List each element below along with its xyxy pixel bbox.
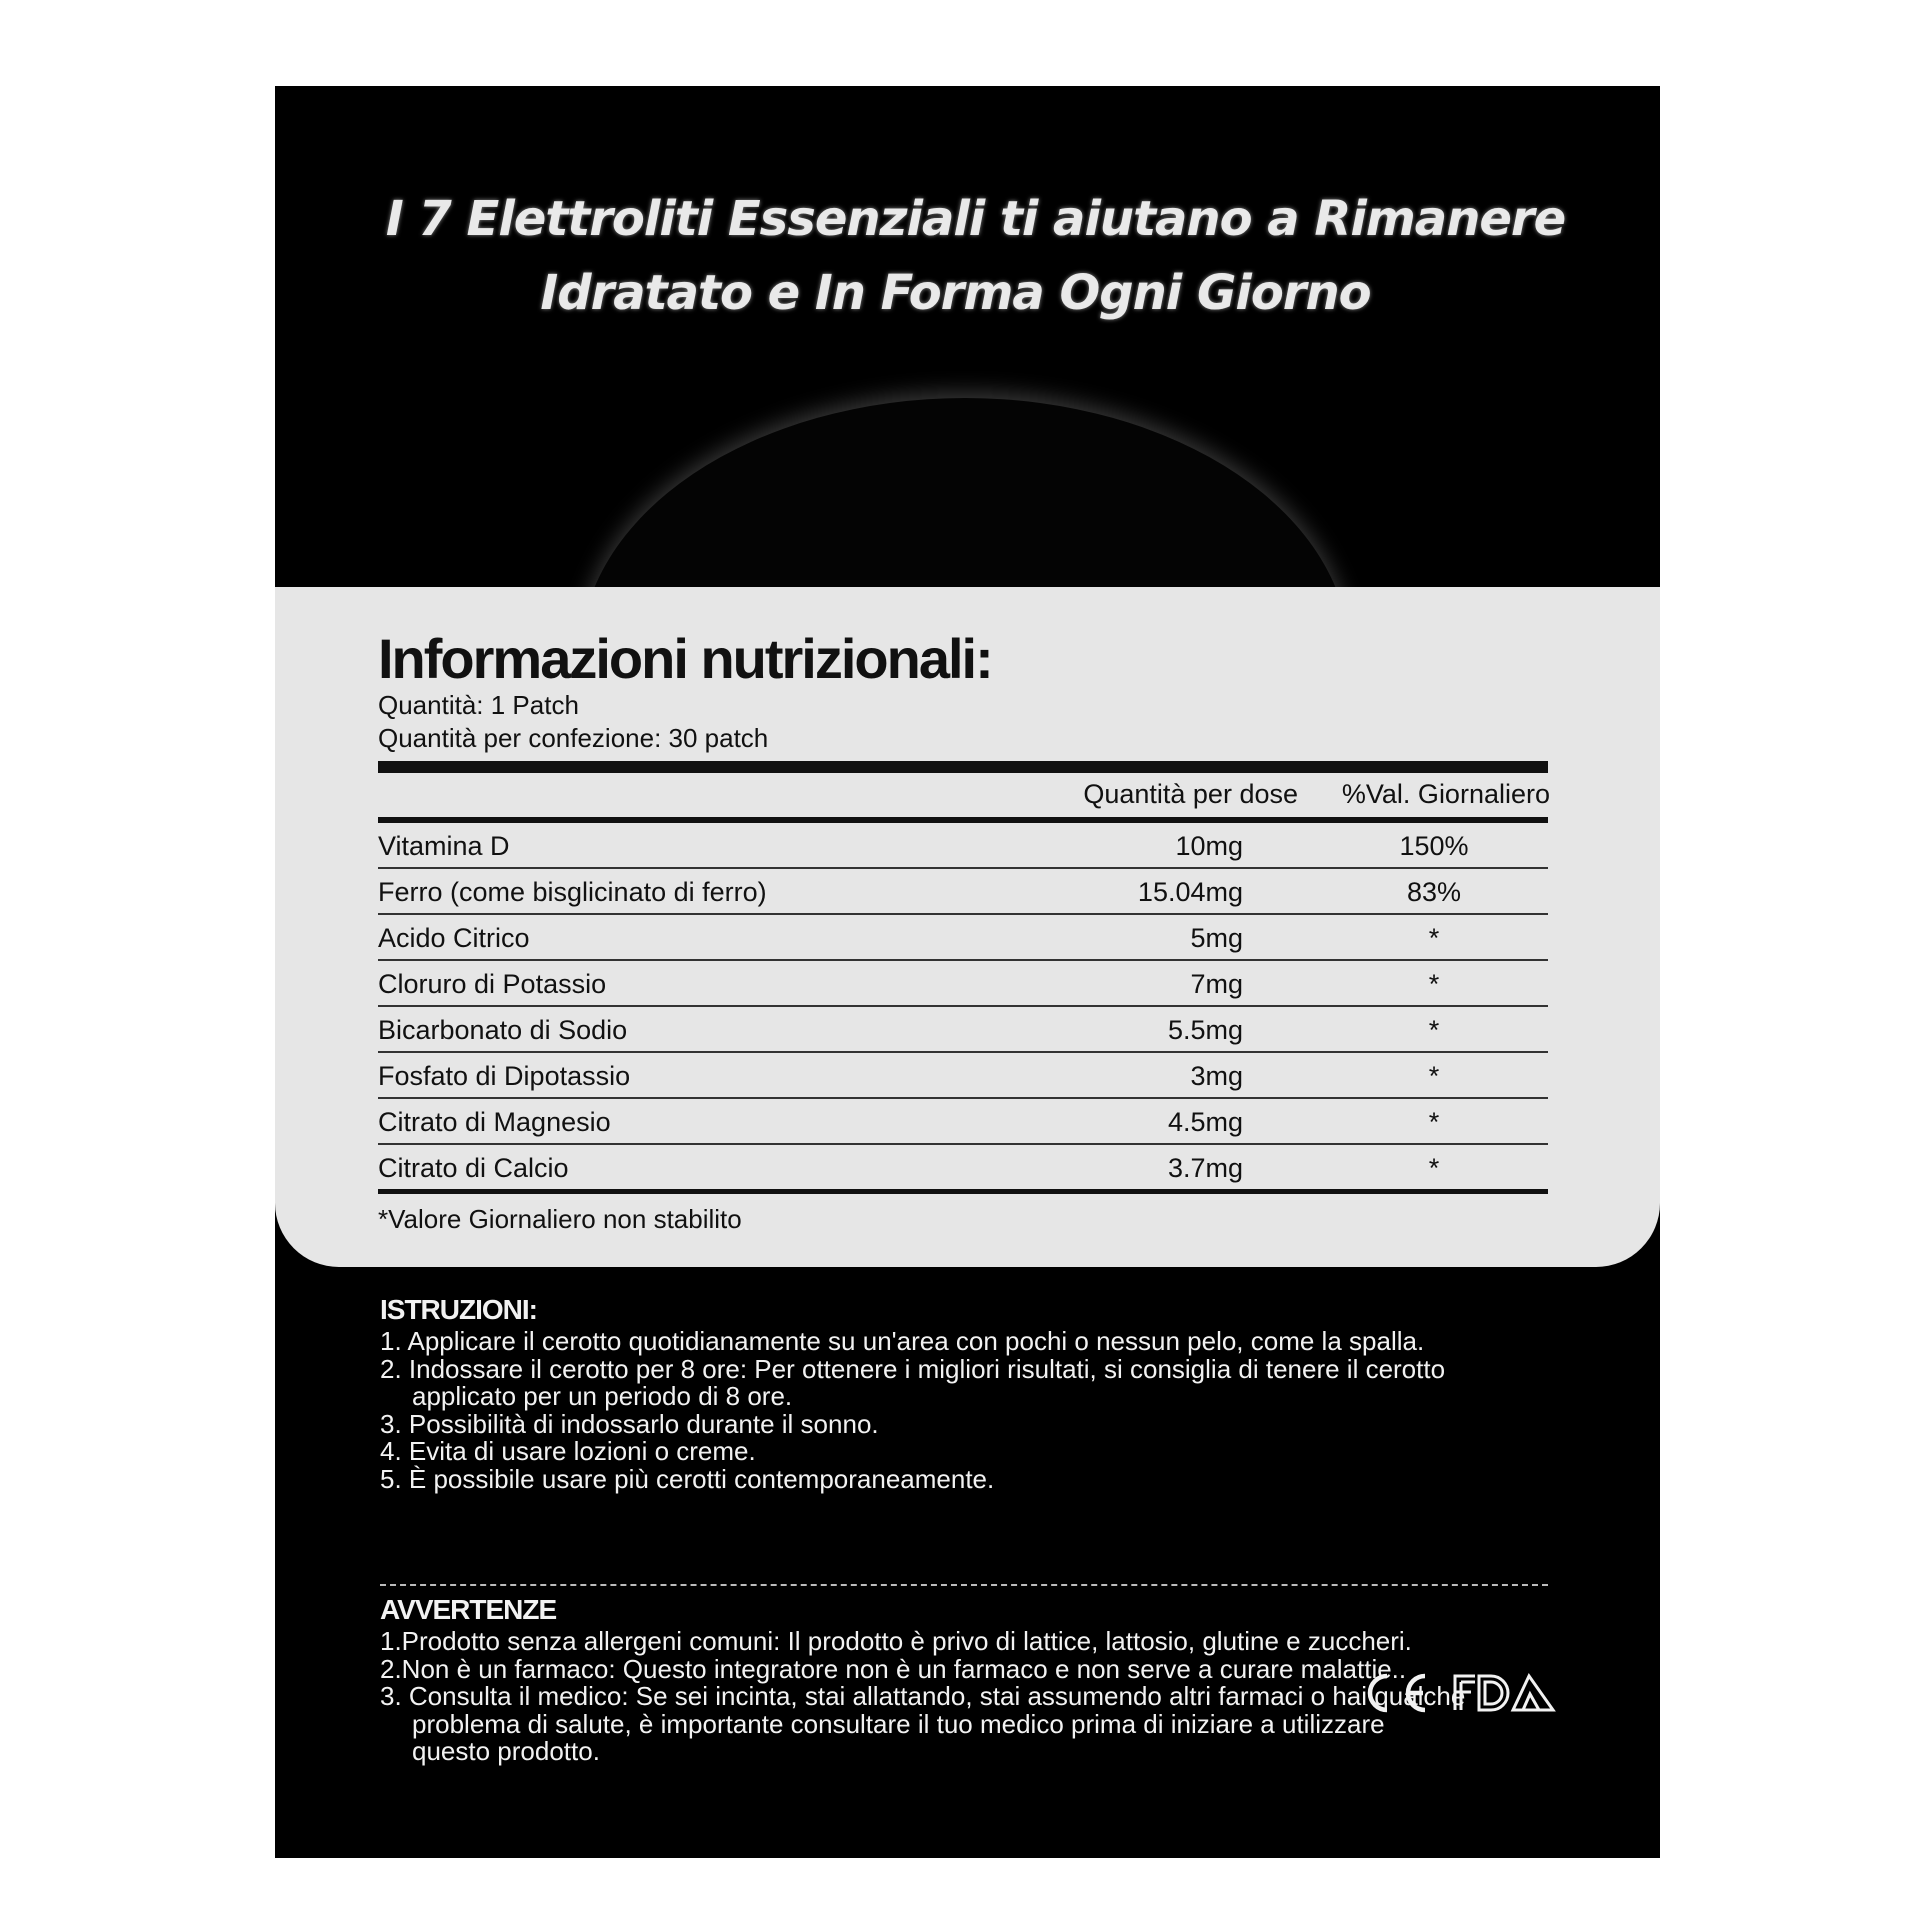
- nutrition-table: [378, 761, 1548, 1235]
- instruction-line: 4. Evita di usare lozioni o creme.: [380, 1436, 756, 1466]
- instructions-section: [380, 1294, 1580, 1493]
- nutrient-amount: 10mg: [1175, 831, 1243, 861]
- nutrient-amount: 5mg: [1190, 923, 1243, 953]
- table-row: [378, 867, 1548, 913]
- headline-line-1: I 7 Elettroliti Essenziali ti aiutano a Rimanere: [385, 191, 1566, 247]
- instruction-line: 2. Indossare il cerotto per 8 ore: Per ottenere i migliori risultati, si consiglia di tenere il cerotto: [380, 1353, 1446, 1384]
- nutrient-daily-value: *: [1428, 923, 1440, 953]
- nutrient-amount: 7mg: [1190, 969, 1243, 999]
- headline-line-2: Idratato e In Forma Ogni Giorno: [540, 265, 1371, 321]
- instruction-line: 5. È possibile usare più cerotti contemporaneamente.: [380, 1463, 995, 1494]
- serving-size: Quantità: 1 Patch: [378, 690, 579, 720]
- nutrient-amount: 3.7mg: [1167, 1153, 1243, 1183]
- warning-line: 2.Non è un farmaco: Questo integratore non è un farmaco e non serve a curare malattie..: [380, 1653, 1407, 1684]
- instructions-title: ISTRUZIONI:: [380, 1294, 537, 1325]
- fda-logo-icon: [1455, 1676, 1553, 1710]
- headline: [275, 182, 1660, 330]
- instruction-line: 1. Applicare il cerotto quotidianamente su un'area con pochi o nessun pelo, come la spalla.: [380, 1326, 1425, 1356]
- product-box-back: [275, 86, 1660, 1858]
- warning-line: 3. Consulta il medico: Se sei incinta, stai allattando, stai assumendo altri farmaci o hai qualche: [380, 1681, 1466, 1711]
- nutrient-daily-value: 83%: [1406, 877, 1462, 907]
- nutrient-name: Citrato di Magnesio: [378, 1107, 611, 1137]
- table-top-rule: [378, 761, 1548, 773]
- nutrient-amount: 4.5mg: [1167, 1107, 1243, 1137]
- instruction-line: applicato per un periodo di 8 ore.: [412, 1381, 793, 1411]
- nutrient-amount: 3mg: [1190, 1061, 1243, 1091]
- nutrient-amount: 5.5mg: [1167, 1015, 1243, 1045]
- table-row: [378, 1143, 1548, 1189]
- nutrient-daily-value: *: [1428, 1107, 1440, 1137]
- table-header: [378, 773, 1548, 817]
- nutrient-name: Fosfato di Dipotassio: [378, 1061, 631, 1091]
- instruction-line: 3. Possibilità di indossarlo durante il sonno.: [380, 1408, 879, 1439]
- warning-line: questo prodotto.: [412, 1736, 600, 1766]
- certification-logos: [1363, 1668, 1563, 1718]
- warnings-title: AVVERTENZE: [380, 1594, 557, 1625]
- certification-marks: [1363, 1668, 1563, 1723]
- column-header-amount: Quantità per dose: [1083, 779, 1298, 809]
- table-row: [378, 1051, 1548, 1097]
- nutrient-name: Vitamina D: [378, 831, 510, 861]
- nutrient-daily-value: *: [1428, 969, 1440, 999]
- nutrient-name: Cloruro di Potassio: [378, 969, 607, 999]
- nutrition-title: Informazioni nutrizionali:: [378, 627, 992, 690]
- nutrient-daily-value: *: [1428, 1153, 1440, 1183]
- warning-line: problema di salute, è importante consultare il tuo medico prima di iniziare a utilizzare: [412, 1708, 1385, 1739]
- table-footnote: *Valore Giornaliero non stabilito: [378, 1204, 742, 1234]
- table-row: [378, 913, 1548, 959]
- table-row: [378, 823, 1548, 867]
- table-row: [378, 1097, 1548, 1143]
- nutrient-amount: 15.04mg: [1137, 877, 1243, 907]
- nutrient-daily-value: *: [1428, 1061, 1440, 1091]
- nutrient-daily-value: 150%: [1399, 831, 1469, 861]
- table-row: [378, 1005, 1548, 1051]
- nutrient-name: Bicarbonato di Sodio: [378, 1015, 628, 1045]
- nutrient-daily-value: *: [1428, 1015, 1440, 1045]
- section-divider: [380, 1584, 1548, 1586]
- nutrient-name: Citrato di Calcio: [378, 1153, 569, 1183]
- warning-line: 1.Prodotto senza allergeni comuni: Il prodotto è privo di lattice, lattosio, glutine e zuccheri.: [380, 1626, 1412, 1656]
- servings-per-pack: Quantità per confezione: 30 patch: [378, 723, 769, 753]
- table-row: [378, 959, 1548, 1005]
- column-header-daily-value: %Val. Giornaliero: [1341, 779, 1550, 809]
- table-bottom-rule: [378, 1189, 1548, 1194]
- nutrient-name: Acido Citrico: [378, 923, 530, 953]
- ce-mark-icon: [1370, 1676, 1425, 1710]
- nutrient-name: Ferro (come bisglicinato di ferro): [378, 877, 767, 907]
